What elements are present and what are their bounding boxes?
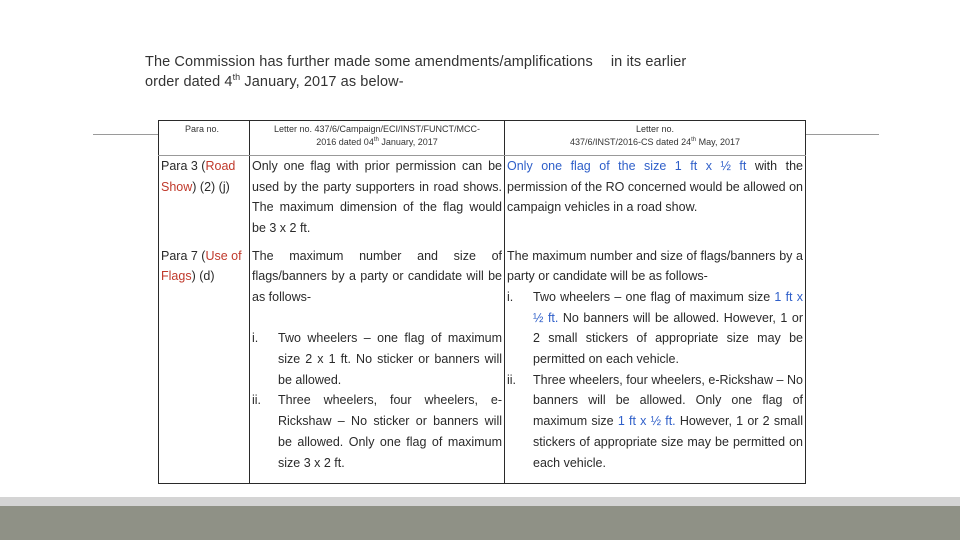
list-item xyxy=(252,390,502,473)
row1-para-suffix: ) (2) (j) xyxy=(192,179,230,194)
row2-old-cell xyxy=(250,246,505,484)
amendments-table xyxy=(158,120,806,484)
header-old-line2a: 2016 dated 04 xyxy=(316,137,374,147)
list-item-num: ii. xyxy=(252,393,262,408)
intro-text-4: January, 2017 as below- xyxy=(240,74,404,90)
row2-para-red2: Flags xyxy=(161,269,192,284)
header-new-sup: th xyxy=(691,137,697,143)
row2-old-intro: The maximum number and size of flags/banners by a party or candidate will be as follows- xyxy=(252,248,502,304)
table-row xyxy=(159,246,806,484)
intro-sup: th xyxy=(232,72,241,83)
row1-new-rest: with the permission of the RO concerned would be allowed on campaign vehicles in a road show. xyxy=(507,159,804,215)
list-item-text: Three wheelers, four wheelers, e-Rickshaw – No sticker or banners will be allowed. Only one flag of maximum size 3 x 2 ft. xyxy=(278,393,502,470)
header-para-no: Para no. xyxy=(159,121,250,156)
row2-new-cell xyxy=(505,246,806,484)
row1-para-text: Para 3 ( xyxy=(161,159,206,173)
row1-para-cell xyxy=(159,156,250,246)
intro-text-2: in its earlier xyxy=(610,54,687,70)
intro-text-3: order dated 4 xyxy=(145,74,233,90)
row2-para-text: Para 7 ( xyxy=(161,248,206,263)
list-item-text: Three wheelers, four wheelers, e-Rickshaw – No banners will be allowed. Only one flag of maximum size xyxy=(533,372,803,429)
header-old-sup: th xyxy=(373,137,379,143)
list-item xyxy=(252,328,502,390)
list-item-text: No banners will be allowed. However, 1 or 2 small stickers of appropriate size may be permitted on each vehicle. xyxy=(533,310,803,367)
intro-paragraph xyxy=(145,52,815,92)
header-new-line2b: May, 2017 xyxy=(696,137,740,147)
row1-old-cell: Only one flag with prior permission can be used by the party supporters in road shows. The maximum dimension of the flag would be 3 x 2 ft. xyxy=(250,156,505,246)
list-item-num: ii. xyxy=(507,372,517,387)
table-header-row xyxy=(159,121,806,156)
row2-para-red1: Use of xyxy=(205,248,242,263)
list-item-text: However, 1 or 2 small stickers of appropriate size may be permitted on each vehicle. xyxy=(533,414,803,470)
list-item-num: i. xyxy=(252,331,259,346)
row1-para-red2: Show xyxy=(161,179,193,194)
row2-new-intro: The maximum number and size of flags/banners by a party or candidate will be as follows- xyxy=(507,248,803,284)
header-new-line1: Letter no. xyxy=(635,124,675,134)
divider-right xyxy=(806,134,879,135)
header-old-line1: Letter no. 437/6/Campaign/ECI/INST/FUNCT/MCC- xyxy=(273,124,481,134)
list-item-text: Two wheelers – one flag of maximum size xyxy=(533,289,775,304)
table-row xyxy=(159,156,806,246)
row1-para-red1: Road xyxy=(205,159,236,173)
intro-text-1: The Commission has further made some amendments/amplifications xyxy=(145,54,593,70)
list-item xyxy=(507,287,803,370)
header-old-line2b: January, 2017 xyxy=(378,137,438,147)
header-old-letter xyxy=(250,121,505,156)
list-item-blue: 1 ft x ½ ft. xyxy=(533,289,803,325)
row2-old-list xyxy=(252,328,502,473)
divider-left xyxy=(93,134,159,135)
list-item-num: i. xyxy=(507,289,514,304)
row2-para-cell xyxy=(159,246,250,484)
list-item-text: Two wheelers – one flag of maximum size 2 x 1 ft. No sticker or banners will be allowed. xyxy=(278,331,502,387)
footer-band xyxy=(0,506,960,540)
list-item xyxy=(507,370,803,474)
header-new-line2a: 437/6/INST/2016-CS dated 24 xyxy=(570,137,692,147)
row1-new-blue: Only one flag of the size 1 ft x ½ ft xyxy=(507,159,747,173)
row2-para-suffix: ) (d) xyxy=(191,269,215,284)
row1-new-cell xyxy=(505,156,806,246)
list-item-blue: 1 ft x ½ ft. xyxy=(617,414,676,429)
row2-new-list xyxy=(507,287,803,473)
header-new-letter xyxy=(505,121,806,156)
